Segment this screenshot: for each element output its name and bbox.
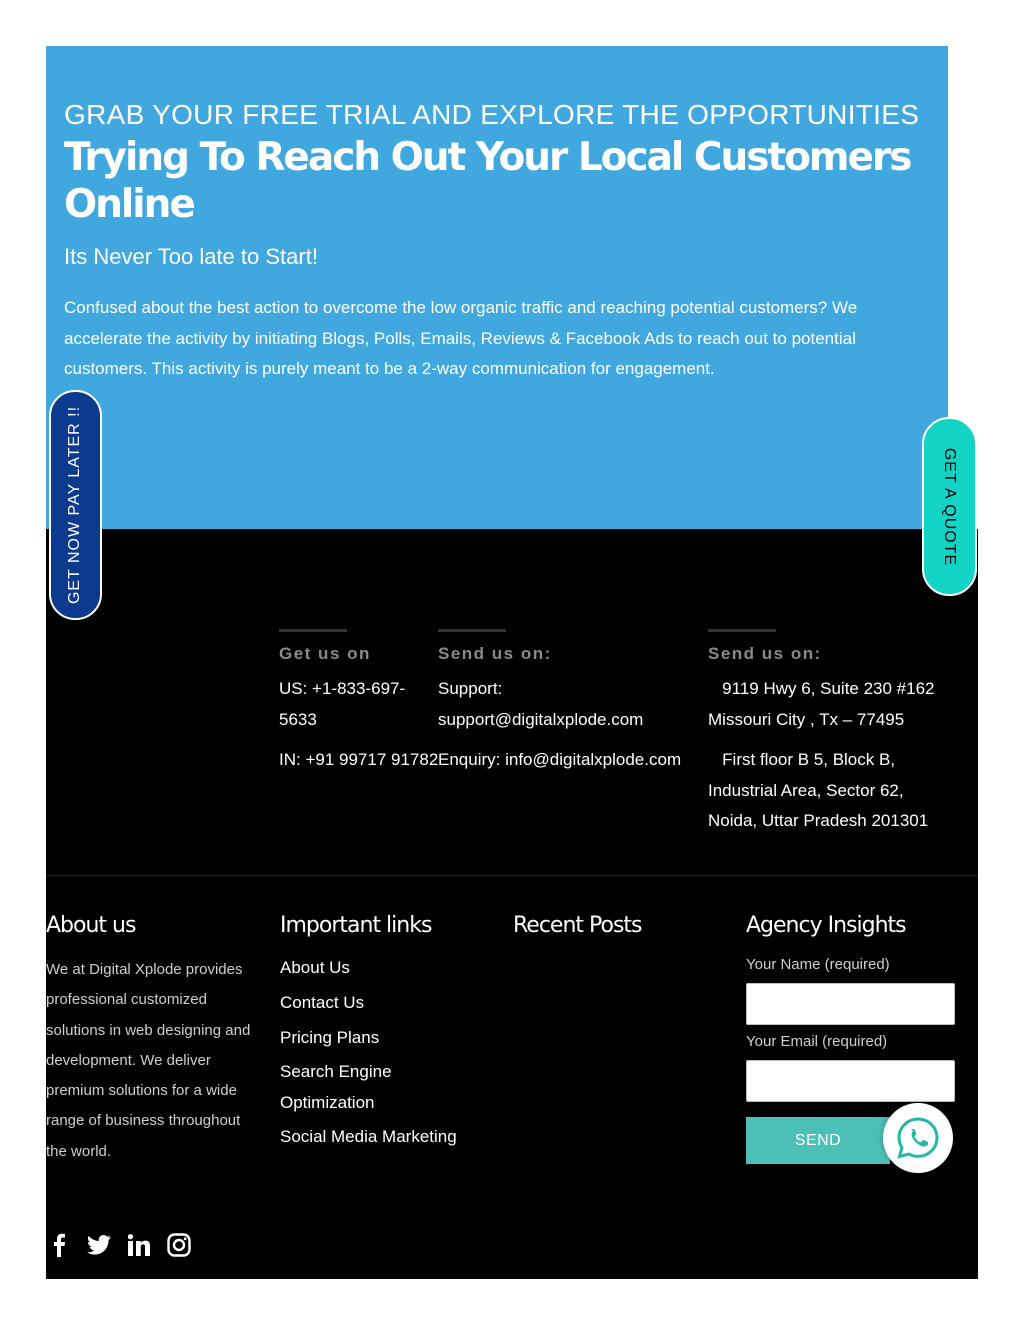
get-a-quote-tab[interactable] [922,417,977,596]
link-contact-us[interactable]: Contact Us [280,992,365,1012]
email-label: Your Email (required) [746,1033,888,1050]
phone-in[interactable]: IN: +91 99717 91782 [279,750,439,769]
send-button[interactable]: SEND [746,1117,890,1164]
contact-phone [279,629,437,776]
pay-later-label: GET NOW PAY LATER !! [66,405,84,605]
contact-address [708,629,970,837]
enquiry-email-link[interactable]: Enquiry: info@digitalxplode.com [438,750,682,769]
heading-underline [279,629,347,632]
hero-subtitle: Its Never Too late to Start! [64,244,318,269]
about-heading: About us [46,913,136,938]
twitter-icon[interactable] [86,1232,112,1258]
link-about-us[interactable]: About Us [280,958,350,977]
heading-underline [708,629,776,632]
important-links-heading: Important links [280,913,432,938]
get-now-pay-later-tab[interactable] [49,390,102,620]
whatsapp-icon [896,1116,940,1160]
cta-hero [46,46,948,529]
footer-divider [46,875,978,876]
phone-us-line-1[interactable]: US: +1-833-697- [279,679,406,698]
address-in-line-2: Industrial Area, Sector 62, [708,780,904,800]
contact-address-heading: Send us on: [708,644,822,663]
link-pricing-plans[interactable]: Pricing Plans [280,1027,380,1047]
contact-email [438,629,708,776]
facebook-icon[interactable] [46,1232,72,1258]
footer [46,529,978,1279]
whatsapp-button[interactable] [883,1103,953,1173]
address-in-line-1: First floor B 5, Block B, [708,750,896,769]
instagram-icon[interactable] [166,1232,192,1258]
name-label: Your Name (required) [746,956,890,973]
heading-underline [438,629,506,632]
hero-description: Confused about the best action to overcome the low organic traffic and reaching potential customers? We accelerate the activity by initiating Blogs, Polls, Emails, Reviews & Facebook Ads to reach out to potential customers. This activity is purely meant to be a 2-way communication for engagement. [64,298,858,378]
social-links [46,1232,192,1258]
address-in-line-3: Noida, Uttar Pradesh 201301 [708,811,929,830]
address-us-line-2: Missouri City , Tx – 77495 [708,709,905,729]
support-email-link[interactable]: support@digitalxplode.com [438,709,644,729]
recent-posts-column [513,913,738,953]
phone-us-line-2[interactable]: 5633 [279,709,317,729]
contact-email-heading: Send us on: [438,644,552,663]
link-social-media-marketing[interactable]: Social Media Marketing [280,1127,457,1147]
important-links-column [280,913,505,1157]
about-text: We at Digital Xplode provides professional customized solutions in web designing and development. We deliver premium solutions for a wide range of business throughout the world. [46,961,251,1160]
about-column [46,913,271,1167]
hero-title: Trying To Reach Out Your Local Customers Online [64,135,911,227]
address-us-line-1: 9119 Hwy 6, Suite 230 #162 [708,679,935,698]
link-seo[interactable]: Search Engine Optimization [280,1062,392,1112]
contact-phone-heading: Get us on [279,644,371,663]
agency-insights-heading: Agency Insights [746,913,906,938]
name-input[interactable] [746,983,955,1025]
email-input[interactable] [746,1060,955,1102]
support-label: Support: [438,679,503,698]
recent-posts-heading: Recent Posts [513,913,642,938]
get-quote-label: GET A QUOTE [941,447,959,566]
linkedin-icon[interactable] [126,1232,152,1258]
hero-kicker: GRAB YOUR FREE TRIAL AND EXPLORE THE OPPORTUNITIES [64,99,920,130]
